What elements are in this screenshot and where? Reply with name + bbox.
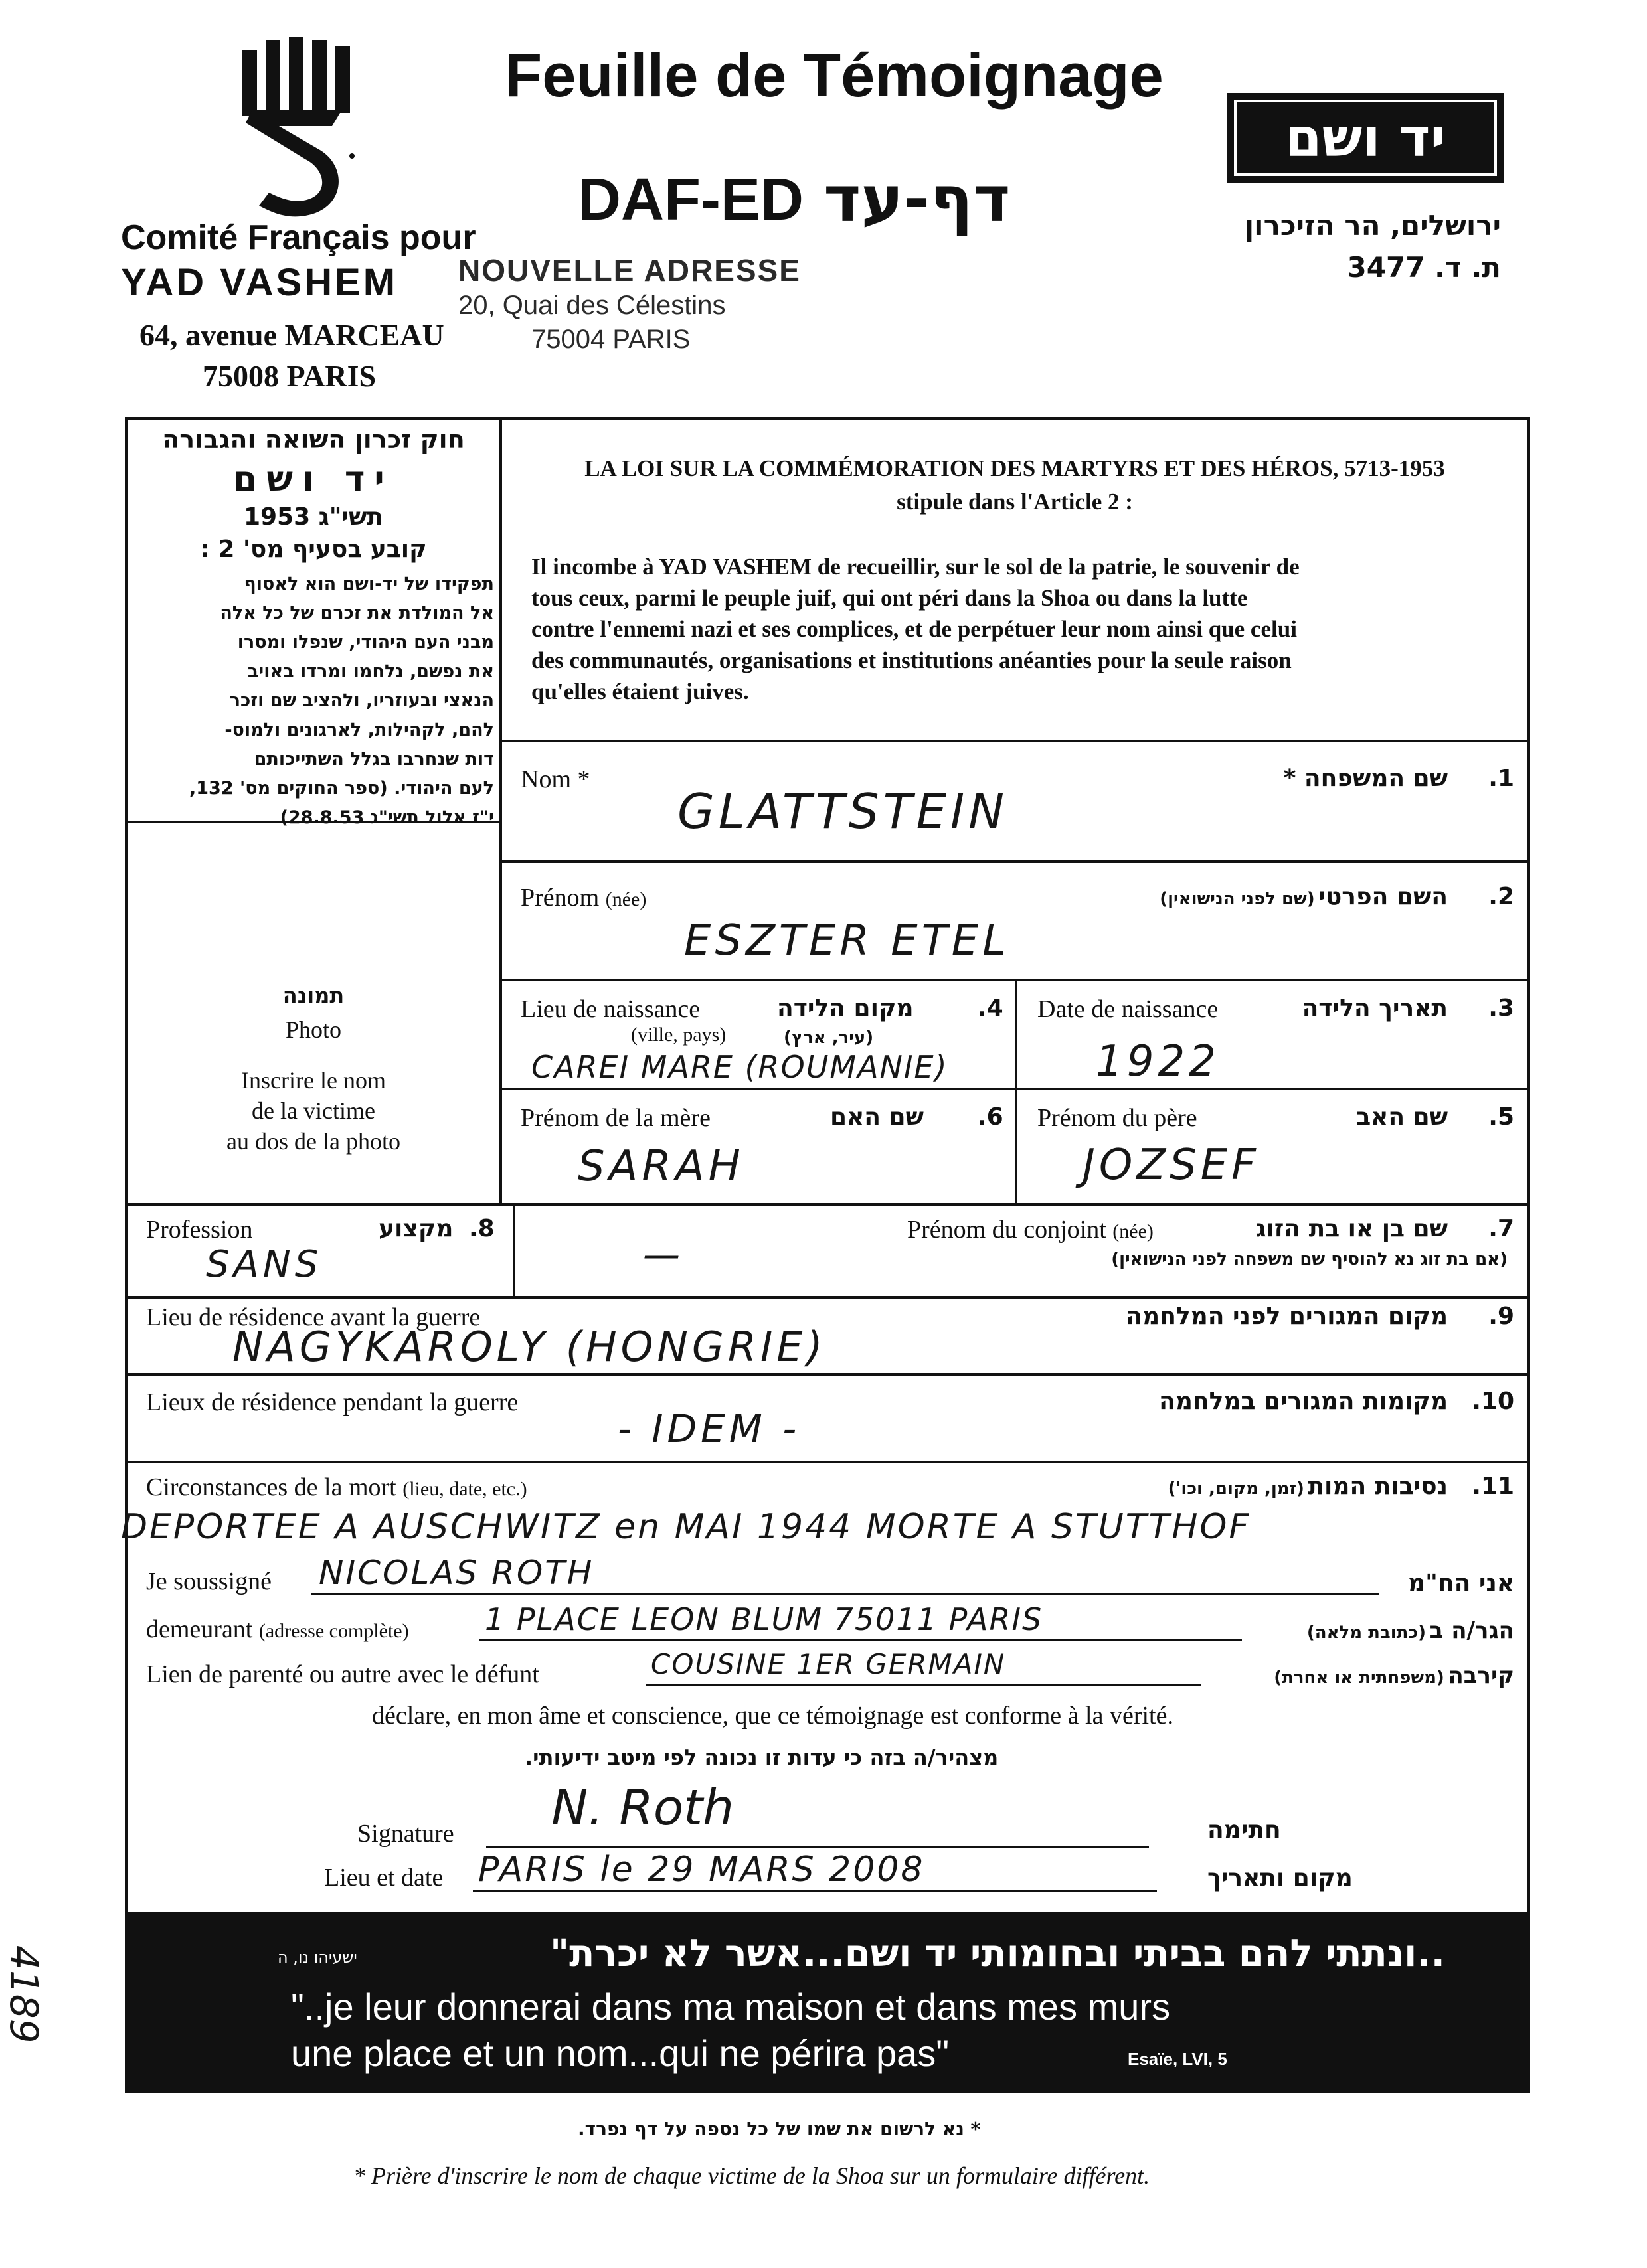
prenom-hebrew-small: (שם לפני הנישואין) [1160,889,1315,909]
lien-hebrew-small: (משפחתית או אחרת) [1274,1668,1444,1688]
footer-french-note: * Prière d'inscrire le nom de chaque victime de la Shoa sur un formulaire différent. [353,2162,1150,2189]
french-law-body-line: Il incombe à YAD VASHEM de recueillir, sur le sol de la patrie, le souvenir de [531,554,1300,580]
prenom-number: .2 [1488,883,1514,910]
photo-hebrew: תמונה [282,983,345,1008]
photo-instruction-line3: au dos de la photo [226,1128,400,1155]
nom-value[interactable]: GLATTSTEIN [677,783,1009,839]
residence-avant-hebrew-label: מקום המגורים לפני המלחמה [1126,1303,1448,1330]
profession-label: Profession [146,1216,253,1244]
demeurant-label [146,1615,409,1644]
prenom-label-text: Prénom [521,884,600,912]
banner-french-ref: Esaïe, LVI, 5 [1128,2049,1227,2069]
circonstances-value[interactable]: DEPORTEE A AUSCHWITZ en MAI 1944 MORTE A STUTTHOF [121,1507,1251,1547]
profession-number: .8 [469,1215,495,1242]
committee-line1: Comité Français pour [121,218,476,257]
photo-instruction-line1: Inscrire le nom [241,1067,386,1094]
form-subtitle-latin: DAF-ED [578,167,804,233]
lieu-date-underline [473,1890,1157,1892]
lieu-naissance-hebrew-label: מקום הלידה [777,995,914,1022]
form-title: Feuille de Témoignage [505,42,1164,110]
prenom-mere-hebrew-label: שם האם [830,1103,924,1131]
lien-value[interactable]: COUSINE 1ER GERMAIN [651,1648,1006,1680]
banner-hebrew-ref: ישעיהו נו, ה [278,1948,357,1967]
stamp-line1: NOUVELLE ADRESSE [458,253,801,287]
quote-banner [125,1912,1530,2093]
banner-hebrew-quote: ..ונתתי להם בביתי ובחומותי יד ושם...אשר לא יכרת" [550,1932,1445,1975]
residence-avant-label: Lieu de résidence avant la guerre [146,1303,481,1331]
demeurant-underline [479,1639,1242,1641]
lieu-date-label: Lieu et date [324,1864,444,1892]
profession-value[interactable]: SANS [206,1243,323,1286]
demeurant-value[interactable]: 1 PLACE LEON BLUM 75011 PARIS [485,1601,1043,1637]
lieu-naissance-number: .4 [978,995,1003,1022]
stamp-line3: 75004 PARIS [531,325,691,354]
circonstances-number: .11 [1472,1473,1514,1500]
conjoint-hebrew-label: שם בן או בת הזוג [1255,1215,1448,1242]
circonstances-hebrew-main: נסיבות המות [1308,1473,1448,1500]
hebrew-law-line3: תשי"ג 1953 [243,503,384,530]
circonstances-hebrew-label [1168,1473,1448,1500]
footer-hebrew-note: * נא לרשום את שמו של כל נספה על דף נפרד. [578,2118,981,2140]
signature-label: Signature [357,1820,454,1848]
soussigne-hebrew-label: אני הח"מ [1408,1570,1514,1597]
french-law-body [531,551,1508,707]
prenom-mere-number: .6 [978,1103,1003,1131]
hebrew-law-line1: חוק זכרון השואה והגבורה [162,425,465,454]
french-law-body-line: des communautés, organisations et institutions anéanties pour la seule raison [531,647,1292,673]
new-address-stamp [458,252,801,355]
french-law-body-line: qu'elles étaient juives. [531,679,749,704]
circonstances-hebrew-small: (זמן, מקום, וכו') [1168,1479,1304,1498]
demeurant-label-text: demeurant [146,1615,253,1643]
residence-pendant-hebrew-label: מקומות המגורים במלחמה [1159,1388,1448,1415]
hebrew-address-line1: ירושלים, הר הזיכרון [1244,209,1501,242]
lien-label: Lien de parenté ou autre avec le défunt [146,1660,539,1688]
yad-vashem-menorah-logo [232,30,365,229]
nom-label: Nom * [521,766,590,793]
photo-instruction-line2: de la victime [252,1097,375,1124]
profession-hebrew-label: מקצוע [379,1215,454,1242]
conjoint-number: .7 [1488,1215,1514,1242]
signature-value[interactable]: N. Roth [551,1779,735,1836]
french-law-heading: LA LOI SUR LA COMMÉMORATION DES MARTYRS ET DES HÉROS, 5713-1953 [584,455,1445,481]
banner-french-line2: une place et un nom...qui ne périra pas" [291,2032,950,2074]
hebrew-law-body-line: לעם היהודי. (ספר החוקים מס' 132, [189,778,494,799]
conjoint-hebrew-small: (אם בת זוג נא להוסיף שם משפחה לפני הנישואין) [1111,1250,1508,1269]
residence-pendant-label: Lieux de résidence pendant la guerre [146,1388,519,1416]
logo-hebrew-text: יד ושם [1284,107,1446,169]
date-naissance-value[interactable]: 1922 [1096,1037,1220,1086]
margin-handwritten-number: 4189 [1,1945,46,2044]
prenom-pere-hebrew-label: שם האב [1356,1103,1448,1131]
lieu-naissance-hebrew-small: (עיר, ארץ) [784,1028,874,1048]
circonstances-label-small: (lieu, date, etc.) [402,1478,527,1500]
lieu-naissance-value[interactable]: CAREI MARE (ROUMANIE) [531,1049,948,1085]
prenom-label [521,883,646,912]
prenom-mere-value[interactable]: SARAH [578,1142,744,1191]
hebrew-law-body-line: י"ז אלול תשי"ג 28.8.53) [280,807,494,828]
old-address-line2: 75008 PARIS [203,359,377,393]
declaration-french: déclare, en mon âme et conscience, que ce témoignage est conforme à la vérité. [372,1702,1173,1730]
hebrew-law-body-line: להם, לקהילות, לארגונים ולמוס- [224,720,494,740]
signature-hebrew-label: חתימה [1207,1817,1281,1844]
conjoint-label-small: (née) [1112,1220,1154,1242]
conjoint-value[interactable]: — [643,1234,680,1277]
demeurant-hebrew-label [1307,1617,1514,1644]
prenom-label-small: (née) [605,888,647,910]
stamp-line2: 20, Quai des Célestins [458,291,726,320]
hebrew-address-line2: ת. ד. 3477 [1347,251,1501,284]
date-naissance-hebrew-label: תאריך הלידה [1302,995,1448,1022]
soussigne-label: Je soussigné [146,1568,272,1595]
lien-hebrew-main: קירבה [1448,1662,1514,1689]
soussigne-value[interactable]: NICOLAS ROTH [319,1554,594,1592]
conjoint-label-text: Prénom du conjoint [907,1216,1106,1244]
hebrew-law-body-line: מבני העם היהודי, שנפלו ומסרו [237,632,494,653]
nom-hebrew-label: שם המשפחה * [1283,765,1448,792]
prenom-pere-number: .5 [1488,1103,1514,1131]
declaration-hebrew: מצהיר/ה בזה כי עדות זו נכונה לפי מיטב ידיעותי. [525,1745,999,1770]
prenom-value[interactable]: ESZTER ETEL [684,916,1010,965]
lieu-date-hebrew-label: מקום ותאריך [1207,1864,1353,1892]
nom-number: .1 [1488,765,1514,792]
hebrew-law-body-line: את נפשם, נלחמו ומרדו באויב [247,661,494,682]
circonstances-label [146,1473,527,1502]
demeurant-hebrew-main: הגר/ה ב [1429,1617,1514,1644]
lieu-naissance-label-small: (ville, pays) [631,1024,727,1046]
hebrew-law-body-line: אל המולדת את זכרם של כל אלה [220,603,494,623]
banner-french-line1: "..je leur donnerai dans ma maison et dans mes murs [291,1986,1171,2028]
photo-label: Photo [285,1016,342,1043]
prenom-mere-label: Prénom de la mère [521,1104,711,1132]
lieu-naissance-label: Lieu de naissance [521,995,701,1023]
hebrew-law-line4: קובע בסעיף מס' 2 : [200,536,427,563]
residence-avant-number: .9 [1488,1303,1514,1330]
soussigne-underline [311,1593,1379,1595]
demeurant-label-small: (adresse complète) [258,1620,409,1642]
hebrew-law-line2: יד ושם [233,459,394,499]
lieu-date-value[interactable]: PARIS le 29 MARS 2008 [478,1850,925,1890]
hebrew-law-body-line: דות שנחרבו בגלל השתייכותם [254,749,494,770]
yad-vashem-hebrew-logo [1227,93,1504,183]
french-law-body-line: tous ceux, parmi le peuple juif, qui ont péri dans la Shoa ou dans la lutte [531,585,1248,611]
photo-box-text [133,983,494,1155]
prenom-pere-value[interactable]: JOZSEF [1083,1141,1260,1190]
residence-pendant-number: .10 [1472,1388,1514,1415]
demeurant-hebrew-small: (כתובת מלאה) [1306,1623,1427,1643]
french-law-body-line: contre l'ennemi nazi et ses complices, et de perpétuer leur nom ainsi que celui [531,616,1297,642]
lien-underline [646,1684,1201,1686]
hebrew-law-text [133,425,494,833]
old-address-line1: 64, avenue MARCEAU [139,318,444,352]
residence-avant-value[interactable]: NAGYKAROLY (HONGRIE) [232,1323,827,1371]
lien-hebrew-label [1274,1662,1514,1689]
prenom-hebrew-label [1160,883,1448,910]
french-law-subheading: stipule dans l'Article 2 : [897,489,1133,515]
date-naissance-number: .3 [1488,995,1514,1022]
hebrew-law-body [133,570,494,833]
conjoint-label [907,1215,1154,1244]
hebrew-law-body-line: תפקידו של יד-ושם הוא לאסוף [244,574,494,594]
prenom-pere-label: Prénom du père [1037,1104,1197,1132]
form-subtitle-hebrew: דף-עד [824,162,1011,236]
residence-pendant-value[interactable]: - IDEM - [618,1406,801,1451]
signature-underline [486,1846,1149,1848]
prenom-hebrew-main: השם הפרטי [1318,883,1448,910]
committee-line2: YAD VASHEM [121,261,398,304]
circonstances-label-text: Circonstances de la mort [146,1473,396,1501]
hebrew-law-body-line: הנאצי ובעוזריו, ולהציב שם וזכר [229,690,494,711]
date-naissance-label: Date de naissance [1037,995,1219,1023]
